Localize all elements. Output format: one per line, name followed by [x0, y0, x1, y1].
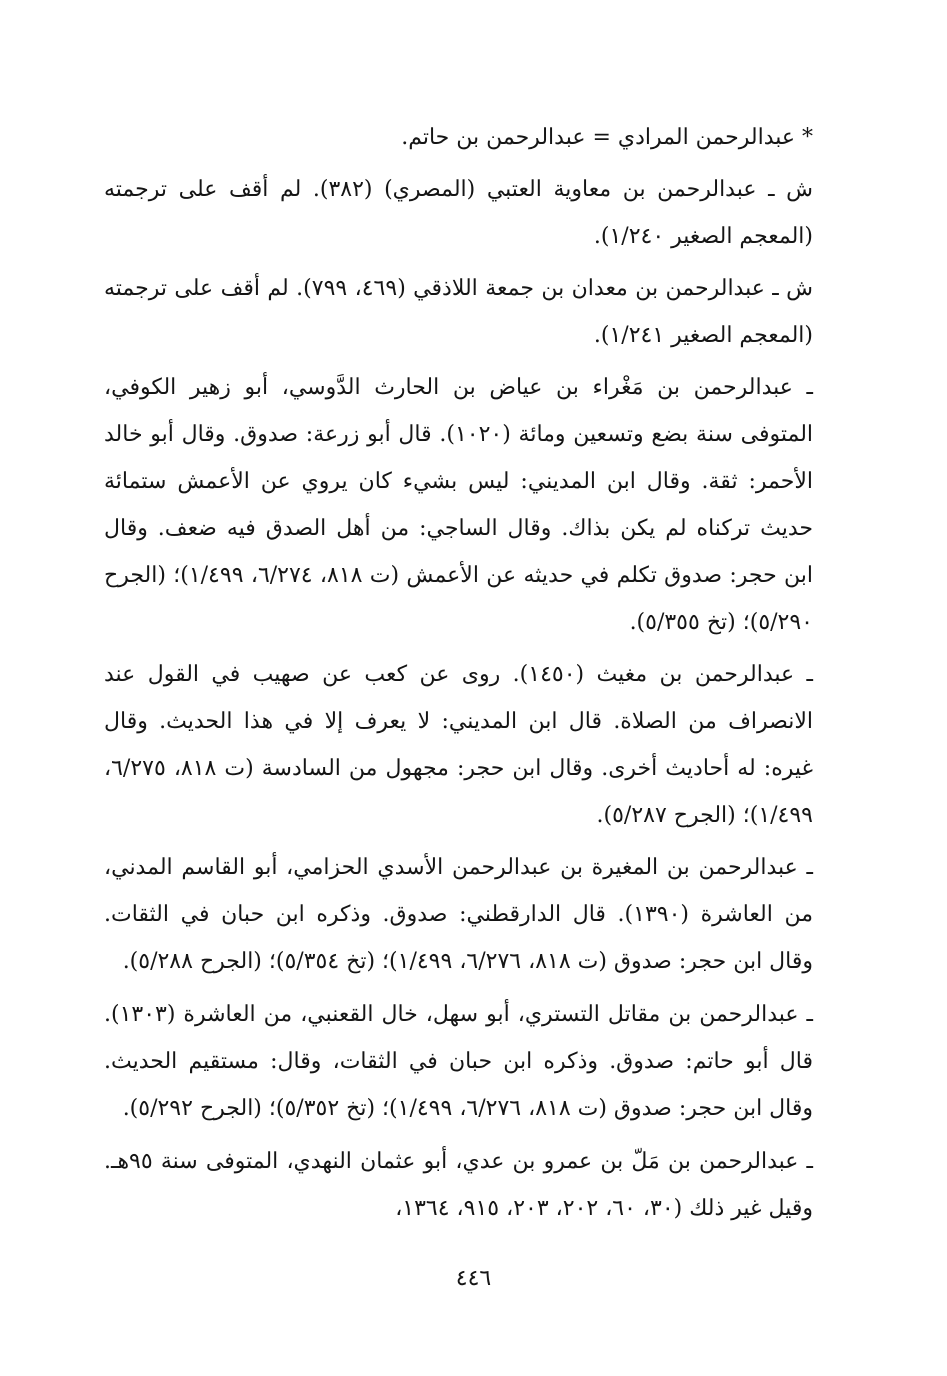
entry-abdulrahman-ibn-muawiya: ش ـ عبدالرحمن بن معاوية العتبي (المصري) (٣٨٢). لم أقف على ترجمته (المعجم الصغير ١/٢٤٠).	[104, 177, 813, 249]
entry-abdulrahman-ibn-muqatil: ـ عبدالرحمن بن مقاتل التستري، أبو سهل، خال القعنبي، من العاشرة (١٣٠٣). قال أبو حاتم: صدوق. وذكره ابن حبان في الثقات، وقال: مستقيم الحديث. وقال ابن حجر: صدوق (ت ٨١٨، ٦/٢٧٦، ١/٤٩٩)؛ (تخ ٥/٣٥٢)؛ (الجرح ٥/٢٩٢).	[104, 1002, 813, 1121]
page-number: ٤٤٦	[455, 1266, 492, 1291]
entry-abdulrahman-ibn-madan: ش ـ عبدالرحمن بن معدان بن جمعة اللاذقي (٤٦٩، ٧٩٩). لم أقف على ترجمته (المعجم الصغير ١/٢٤١).	[104, 276, 814, 348]
entry-cross-reference: * عبدالرحمن المرادي = عبدالرحمن بن حاتم.	[401, 125, 813, 150]
entry-abdulrahman-ibn-maghra: ـ عبدالرحمن بن مَغْراء بن عياض بن الحارث الدَّوسي، أبو زهير الكوفي، المتوفى سنة بضع وتسعين ومائة (١٠٢٠). قال أبو زرعة: صدوق. وقال أبو خالد الأحمر: ثقة. وقال ابن المديني: ليس بشيء كان يروي عن الأعمش ستمائة حديث تركناه لم يكن بذاك. وقال الساجي: من أهل الصدق فيه ضعف. وقال ابن حجر: صدوق تكلم في حديثه عن الأعمش (ت ٨١٨، ٦/٢٧٤، ١/٤٩٩)؛ (الجرح ٥/٢٩٠)؛ (تخ ٥/٣٥٥).	[104, 375, 814, 635]
page-body	[104, 114, 813, 1237]
entry-abdulrahman-ibn-mall: ـ عبدالرحمن بن مَلّ بن عمرو بن عدي، أبو عثمان النهدي، المتوفى سنة ٩٥هـ. وقيل غير ذلك (٣٠، ٦٠، ٢٠٢، ٢٠٣، ٩١٥، ١٣٦٤،	[104, 1149, 813, 1221]
entry-abdulrahman-ibn-al-mughira: ـ عبدالرحمن بن المغيرة بن عبدالرحمن الأسدي الحزامي، أبو القاسم المدني، من العاشرة (١٣٩٠). قال الدارقطني: صدوق. وذكره ابن حبان في الثقات. وقال ابن حجر: صدوق (ت ٨١٨، ٦/٢٧٦، ١/٤٩٩)؛ (تخ ٥/٣٥٤)؛ (الجرح ٥/٢٨٨).	[104, 855, 813, 974]
entry-abdulrahman-ibn-mughith: ـ عبدالرحمن بن مغيث (١٤٥٠). روى عن كعب عن صهيب في القول عند الانصراف من الصلاة. قال ابن المديني: لا يعرف إلا في هذا الحديث. وقال غيره: له أحاديث أخرى. وقال ابن حجر: مجهول من السادسة (ت ٨١٨، ٦/٢٧٥، ١/٤٩٩)؛ (الجرح ٥/٢٨٧).	[104, 662, 814, 828]
